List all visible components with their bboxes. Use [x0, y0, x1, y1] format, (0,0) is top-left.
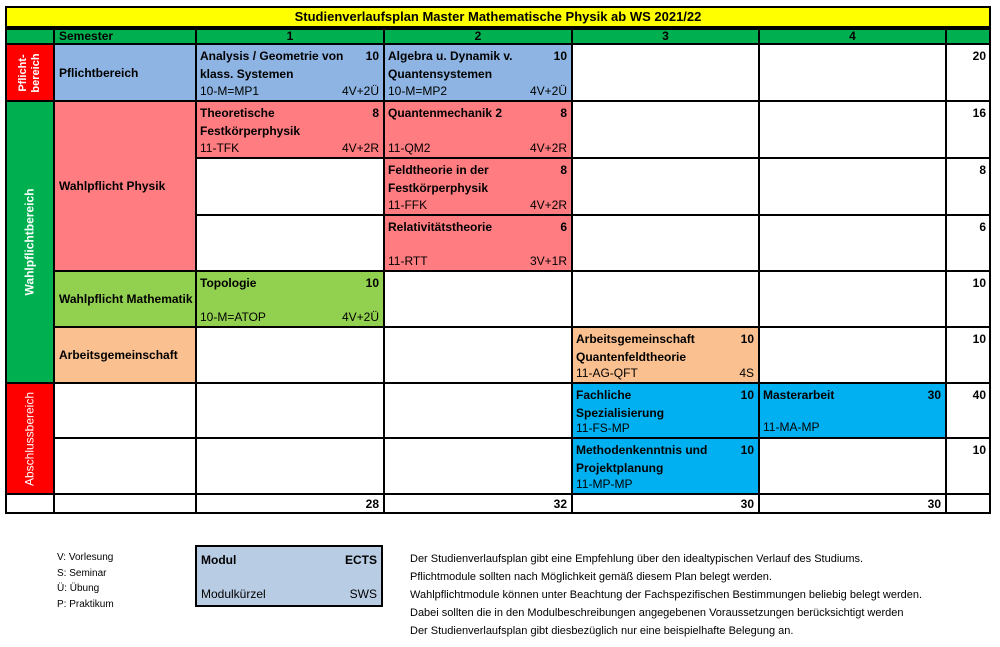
empty-cell	[572, 271, 759, 327]
empty-cell	[572, 101, 759, 158]
module-name: Masterarbeit	[763, 388, 835, 402]
empty-cell	[196, 158, 384, 215]
key-kuerzel: Modulkürzel	[201, 587, 266, 601]
module-sws: 4V+2Ü	[341, 310, 379, 324]
module-ects: 8	[560, 163, 567, 177]
empty-cell	[196, 215, 384, 271]
empty-cell	[384, 383, 572, 438]
row-total: 6	[946, 215, 991, 271]
module-key-box	[195, 545, 383, 607]
empty-cell	[54, 494, 196, 513]
header-semester: Semester	[54, 28, 196, 44]
category-pflichtbereich: Pflichtbereich	[54, 44, 196, 101]
row-total: 40	[946, 383, 991, 438]
row-total: 16	[946, 101, 991, 158]
header-col-1: 1	[196, 28, 384, 44]
empty-cell	[946, 494, 991, 513]
module-name: Feldtheorie in der Festkörperphysik	[388, 163, 489, 195]
module-name: Theoretische Festkörperphysik	[200, 106, 301, 138]
empty-cell	[759, 327, 946, 383]
module-quantenmechanik-2	[384, 101, 572, 158]
note-line: Pflichtmodule sollten nach Möglichkeit gemäß diesem Plan belegt werden.	[410, 571, 772, 583]
note-line: Dabei sollten die in den Modulbeschreibungen angegebenen Voraussetzungen berücksichtigt werden	[410, 607, 904, 619]
module-ects: 10	[740, 443, 754, 457]
module-ects: 6	[560, 220, 567, 234]
key-ects: ECTS	[344, 553, 377, 567]
module-code: 11-RTT	[388, 254, 428, 268]
module-code: 11-FS-MP	[576, 421, 630, 435]
section-abschluss-label: Abschlussbereich	[22, 391, 36, 486]
abbreviation-legend	[57, 550, 177, 612]
section-wahlpflichtbereich	[5, 101, 54, 383]
empty-cell	[384, 327, 572, 383]
empty-cell	[384, 271, 572, 327]
row-total: 10	[946, 271, 991, 327]
module-code: 11-QM2	[388, 141, 431, 155]
empty-cell	[196, 327, 384, 383]
module-ects: 8	[560, 106, 567, 120]
module-name: Methodenkenntnis und Projektplanung	[576, 443, 708, 475]
empty-cell	[572, 44, 759, 101]
module-methodenkenntnis	[572, 438, 759, 494]
module-code: 10-M=MP1	[200, 84, 260, 98]
legend-item: S: Seminar	[57, 567, 107, 579]
semester-total-2: 32	[384, 494, 572, 513]
module-sws: 3V+1R	[529, 254, 567, 268]
semester-total-4: 30	[759, 494, 946, 513]
empty-cell	[759, 215, 946, 271]
module-relativitaetstheorie	[384, 215, 572, 271]
empty-cell	[196, 438, 384, 494]
module-ag-quantenfeldtheorie	[572, 327, 759, 383]
module-sws: 4V+2R	[529, 198, 567, 212]
module-ects: 10	[740, 388, 754, 402]
module-topologie	[196, 271, 384, 327]
notes	[410, 550, 995, 640]
module-analysis-geometrie	[196, 44, 384, 101]
module-fachliche-spezialisierung	[572, 383, 759, 438]
module-algebra-dynamik	[384, 44, 572, 101]
header-corner	[5, 28, 54, 44]
row-total: 20	[946, 44, 991, 101]
module-sws: 4V+2R	[341, 141, 379, 155]
module-sws: 4V+2Ü	[529, 84, 567, 98]
empty-cell	[759, 44, 946, 101]
key-modul: Modul	[201, 553, 237, 567]
module-sws: 4V+2Ü	[341, 84, 379, 98]
section-wahlpflicht-label: Wahlpflichtbereich	[22, 188, 36, 296]
plan-title: Studienverlaufsplan Master Mathematische Physik ab WS 2021/22	[5, 6, 991, 28]
module-masterarbeit	[759, 383, 946, 438]
row-total: 10	[946, 438, 991, 494]
empty-cell	[572, 215, 759, 271]
legend-item: Ü: Übung	[57, 583, 100, 594]
row-total: 10	[946, 327, 991, 383]
empty-cell	[384, 438, 572, 494]
module-sws: 4V+2R	[529, 141, 567, 155]
module-sws: 4S	[739, 366, 754, 380]
module-ects: 30	[927, 388, 941, 402]
header-total	[946, 28, 991, 44]
module-name: Topologie	[200, 276, 257, 290]
semester-total-1: 28	[196, 494, 384, 513]
legend-item: V: Vorlesung	[57, 552, 114, 563]
module-ects: 10	[553, 49, 567, 63]
empty-cell	[759, 101, 946, 158]
module-theoretische-festkoerperphysik	[196, 101, 384, 158]
module-code: 11-TFK	[200, 141, 240, 155]
empty-cell	[759, 438, 946, 494]
empty-cell	[54, 383, 196, 438]
module-name: Arbeitsgemeinschaft Quantenfeldtheorie	[576, 332, 695, 364]
note-line: Der Studienverlaufsplan gibt eine Empfehlung über den idealtypischen Verlauf des Studiums.	[410, 553, 864, 565]
key-sws: SWS	[349, 587, 377, 601]
empty-cell	[5, 494, 54, 513]
module-ects: 10	[365, 49, 379, 63]
header-col-4: 4	[759, 28, 946, 44]
section-pflicht-label: Pflicht- bereich	[16, 52, 42, 93]
empty-cell	[196, 383, 384, 438]
semester-total-3: 30	[572, 494, 759, 513]
legend-item: P: Praktikum	[57, 598, 114, 610]
module-code: 11-MA-MP	[763, 420, 820, 434]
module-feldtheorie-festkoerperphysik	[384, 158, 572, 215]
module-code: 10-M=ATOP	[200, 310, 266, 324]
module-name: Algebra u. Dynamik v. Quantensystemen	[388, 49, 513, 81]
module-code: 11-AG-QFT	[576, 366, 638, 380]
module-ects: 8	[372, 106, 379, 120]
module-name: Fachliche Spezialisierung	[576, 388, 665, 420]
module-ects: 10	[365, 276, 379, 290]
empty-cell	[759, 271, 946, 327]
row-total: 8	[946, 158, 991, 215]
module-name: Quantenmechanik 2	[388, 106, 503, 120]
module-name: Analysis / Geometrie von klass. Systemen	[200, 49, 344, 81]
section-pflichtbereich	[5, 44, 54, 101]
note-line: Der Studienverlaufsplan gibt diesbezüglich nur eine beispielhafte Belegung an.	[410, 625, 794, 637]
module-code: 10-M=MP2	[388, 84, 448, 98]
header-col-3: 3	[572, 28, 759, 44]
section-abschlussbereich	[5, 383, 54, 494]
empty-cell	[572, 158, 759, 215]
module-ects: 10	[740, 332, 754, 346]
category-wahlpflicht-mathematik: Wahlpflicht Mathematik	[54, 271, 196, 327]
note-line: Wahlpflichtmodule können unter Beachtung der Fachspezifischen Bestimmungen beliebig belegt werden.	[410, 589, 923, 601]
category-arbeitsgemeinschaft: Arbeitsgemeinschaft	[54, 327, 196, 383]
module-code: 11-MP-MP	[576, 477, 633, 491]
empty-cell	[759, 158, 946, 215]
module-code: 11-FFK	[388, 198, 428, 212]
category-wahlpflicht-physik: Wahlpflicht Physik	[54, 101, 196, 271]
header-col-2: 2	[384, 28, 572, 44]
module-name: Relativitätstheorie	[388, 220, 493, 234]
empty-cell	[54, 438, 196, 494]
